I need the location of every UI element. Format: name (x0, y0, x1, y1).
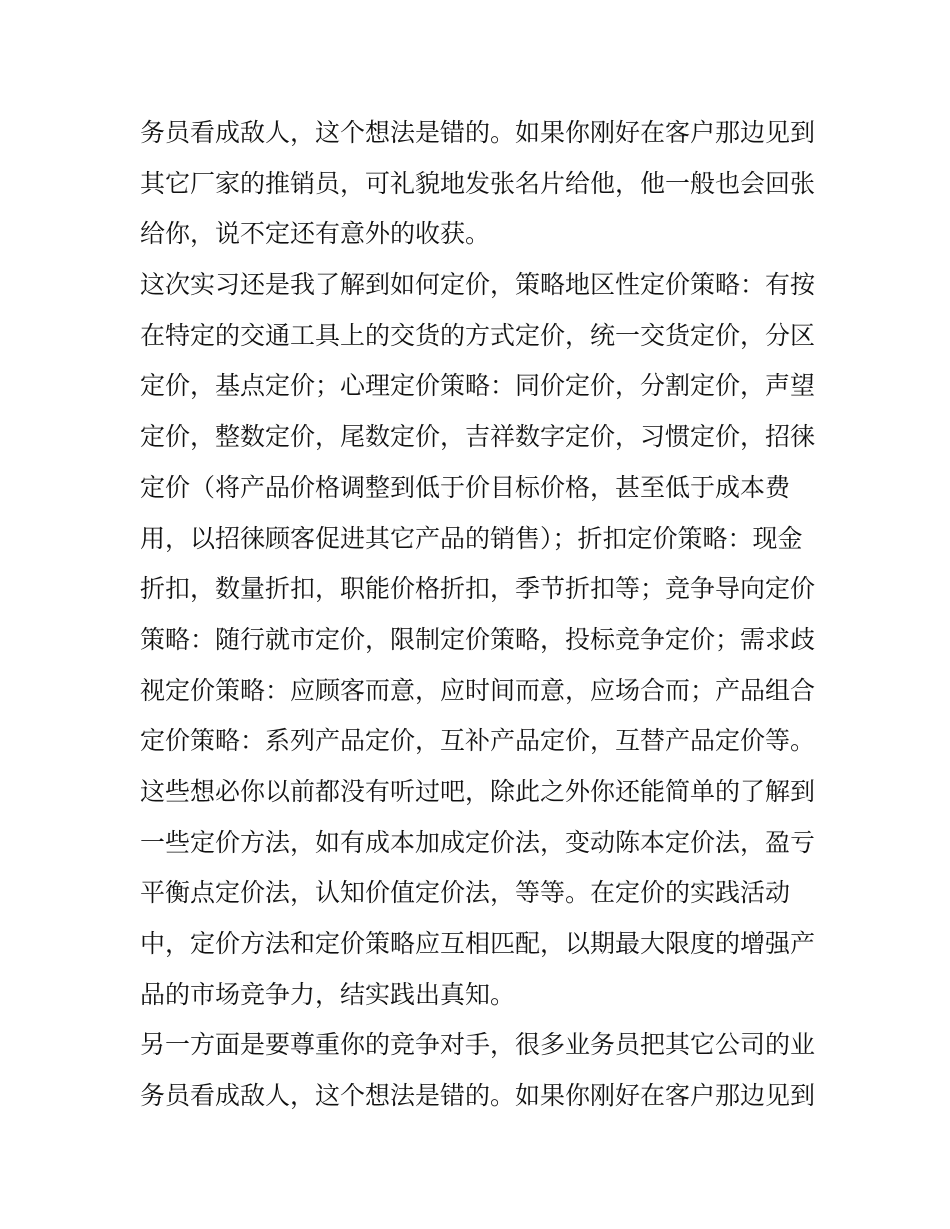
text-line: 策略：随行就市定价，限制定价策略，投标竞争定价；需求歧 (140, 624, 816, 654)
text-line: 视定价策略：应顾客而意，应时间而意，应场合而；产品组合 (140, 675, 816, 705)
text-line: 一些定价方法，如有成本加成定价法，变动陈本定价法，盈亏 (140, 827, 816, 857)
text-line: 品的市场竞争力，结实践出真知。 (140, 979, 516, 1009)
text-line: 折扣，数量折扣，职能价格折扣，季节折扣等；竞争导向定价 (140, 574, 816, 604)
text-line: 定价，整数定价，尾数定价，吉祥数字定价，习惯定价，招徕 (140, 422, 816, 452)
text-line: 用，以招徕顾客促进其它产品的销售）；折扣定价策略：现金 (140, 523, 803, 553)
text-line: 这次实习还是我了解到如何定价，策略地区性定价策略：有按 (140, 270, 816, 300)
text-line: 这些想必你以前都没有听过吧，除此之外你还能简单的了解到 (140, 776, 816, 806)
text-line: 定价策略：系列产品定价，互补产品定价，互替产品定价等。 (140, 726, 816, 756)
text-line: 定价，基点定价；心理定价策略：同价定价，分割定价，声望 (140, 371, 816, 401)
text-line: 在特定的交通工具上的交货的方式定价，统一交货定价，分区 (140, 320, 816, 350)
text-line: 务员看成敌人，这个想法是错的。如果你刚好在客户那边见到 (140, 1081, 816, 1111)
text-line: 务员看成敌人，这个想法是错的。如果你刚好在客户那边见到 (140, 118, 816, 147)
text-line: 另一方面是要尊重你的竞争对手，很多业务员把其它公司的业 (140, 1030, 816, 1060)
text-line: 平衡点定价法，认知价值定价法，等等。在定价的实践活动 (140, 878, 791, 908)
text-line: 中，定价方法和定价策略应互相匹配，以期最大限度的增强产 (140, 929, 816, 958)
body-text (140, 108, 820, 1122)
text-line: 定价（将产品价格调整到低于价目标价格，甚至低于成本费 (140, 472, 791, 502)
text-line: 其它厂家的推销员，可礼貌地发张名片给他，他一般也会回张 (140, 168, 816, 198)
text-line: 给你，说不定还有意外的收获。 (140, 219, 491, 249)
